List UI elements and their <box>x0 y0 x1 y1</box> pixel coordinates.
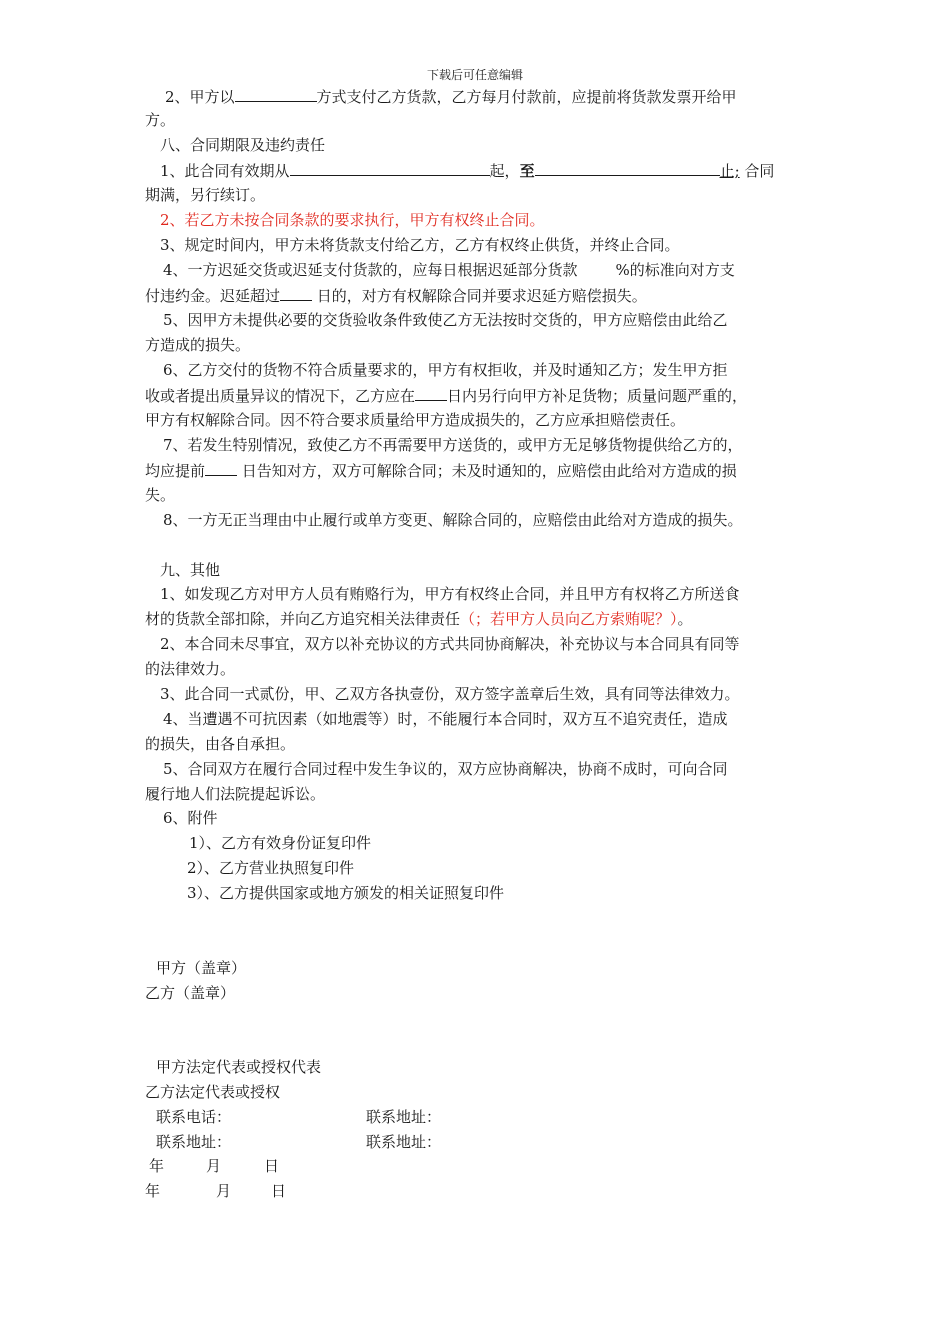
party-b-address-label: 联系地址： <box>366 1108 442 1126</box>
page-header: 下载后可任意编辑 <box>426 68 523 82</box>
payment-clause-line-1: 2、甲方以 方式支付乙方货款，乙方每月付款前，应提前将货款发票开给甲 <box>165 88 737 106</box>
payment-default-clause: 3、规定时间内，甲方未将货款支付给乙方，乙方有权终止供货，并终止合同。 <box>160 236 680 254</box>
bribery-clause-line-2: 材的货款全部扣除，并向乙方追究相关法律责任（；若甲方人员向乙方索贿呢？）。 <box>145 610 693 628</box>
quality-clause-line-3: 甲方有权解除合同。因不符合要求质量给甲方造成损失的，乙方应承担赔偿责任。 <box>145 411 686 429</box>
party-b-month-label: 月 <box>216 1182 232 1200</box>
inspection-clause-line-2: 方造成的损失。 <box>145 336 251 354</box>
dispute-clause-line-2: 履行地人们法院提起诉讼。 <box>145 785 326 803</box>
end-date-blank[interactable] <box>535 160 720 176</box>
attachment-item: 2）、乙方营业执照复印件 <box>187 859 355 877</box>
quality-clause-line-1: 6、乙方交付的货物不符合质量要求的，甲方有权拒收，并及时通知乙方；发生甲方拒 <box>163 361 728 379</box>
bribery-comment: （；若甲方人员向乙方索贿呢？） <box>460 610 678 628</box>
section-9-title: 九、其他 <box>160 561 221 579</box>
party-b-day-label: 日 <box>271 1182 287 1200</box>
breach-clause: 8、一方无正当理由中止履行或单方变更、解除合同的，应赔偿由此给对方造成的损失。 <box>163 511 743 529</box>
bribery-clause-line-1: 1、如发现乙方对甲方人员有贿赂行为，甲方有权终止合同，并且甲方有权将乙方所送食 <box>160 585 740 603</box>
supplement-clause-line-2: 的法律效力。 <box>145 660 236 678</box>
payment-clause-line-2: 方。 <box>145 111 176 129</box>
penalty-clause-line-1: 4、一方迟延交货或迟延支付货款的，应每日根据迟延部分货款 %的标准向对方支 <box>163 261 735 279</box>
party-b-representative: 乙方法定代表或授权 <box>145 1083 281 1101</box>
attachment-item: 3）、乙方提供国家或地方颁发的相关证照复印件 <box>187 884 505 902</box>
force-majeure-line-2: 的损失，由各自承担。 <box>145 735 296 753</box>
party-a-representative: 甲方法定代表或授权代表 <box>156 1058 322 1076</box>
party-a-month-label: 月 <box>206 1157 222 1175</box>
party-b-seal: 乙方（盖章） <box>145 984 236 1002</box>
section-8-title: 八、合同期限及违约责任 <box>160 136 326 154</box>
penalty-clause-line-2: 付违约金。迟延超过 日的，对方有权解除合同并要求迟延方赔偿损失。 <box>145 287 647 305</box>
delay-days-blank[interactable] <box>280 285 312 301</box>
termination-clause: 2、若乙方未按合同条款的要求执行，甲方有权终止合同。 <box>160 211 545 229</box>
dispute-clause-line-1: 5、合同双方在履行合同过程中发生争议的，双方应协商解决，协商不成时，可向合同 <box>163 760 728 778</box>
force-majeure-line-1: 4、当遭遇不可抗因素（如地震等）时，不能履行本合同时，双方互不追究责任，造成 <box>163 710 728 728</box>
term-clause-line-1: 1、此合同有效期从 起，至 止; 合同 <box>160 162 775 180</box>
party-a-phone-label: 联系电话： <box>156 1108 232 1126</box>
payment-method-blank[interactable] <box>235 86 317 102</box>
special-circumstance-line-1: 7、若发生特别情况，致使乙方不再需要甲方送货的，或甲方无足够货物提供给乙方的， <box>163 436 743 454</box>
special-circumstance-line-3: 失。 <box>145 486 176 504</box>
attachment-item: 1）、乙方有效身份证复印件 <box>189 834 372 852</box>
notice-days-blank[interactable] <box>205 460 237 476</box>
party-a-seal: 甲方（盖章） <box>156 959 247 977</box>
quality-clause-line-2: 收或者提出质量异议的情况下，乙方应在 日内另行向甲方补足货物；质量问题严重的， <box>145 387 748 405</box>
supplement-clause-line-1: 2、本合同未尽事宜，双方以补充协议的方式共同协商解决，补充协议与本合同具有同等 <box>160 635 740 653</box>
start-date-blank[interactable] <box>290 160 490 176</box>
party-a-address-label: 联系地址： <box>156 1133 232 1151</box>
term-clause-line-2: 期满，另行续订。 <box>145 186 266 204</box>
party-b-year-label: 年 <box>145 1182 161 1200</box>
party-a-year-label: 年 <box>149 1157 165 1175</box>
inspection-clause-line-1: 5、因甲方未提供必要的交货验收条件致使乙方无法按时交货的，甲方应赔偿由此给乙 <box>163 311 728 329</box>
replacement-days-blank[interactable] <box>415 385 447 401</box>
party-b-address-label: 联系地址： <box>366 1133 442 1151</box>
special-circumstance-line-2: 均应提前 日告知对方，双方可解除合同；未及时通知的，应赔偿由此给对方造成的损 <box>145 462 737 480</box>
party-a-day-label: 日 <box>264 1157 280 1175</box>
copies-clause: 3、此合同一式贰份，甲、乙双方各执壹份，双方签字盖章后生效，具有同等法律效力。 <box>160 685 740 703</box>
attachments-title: 6、附件 <box>163 809 218 827</box>
